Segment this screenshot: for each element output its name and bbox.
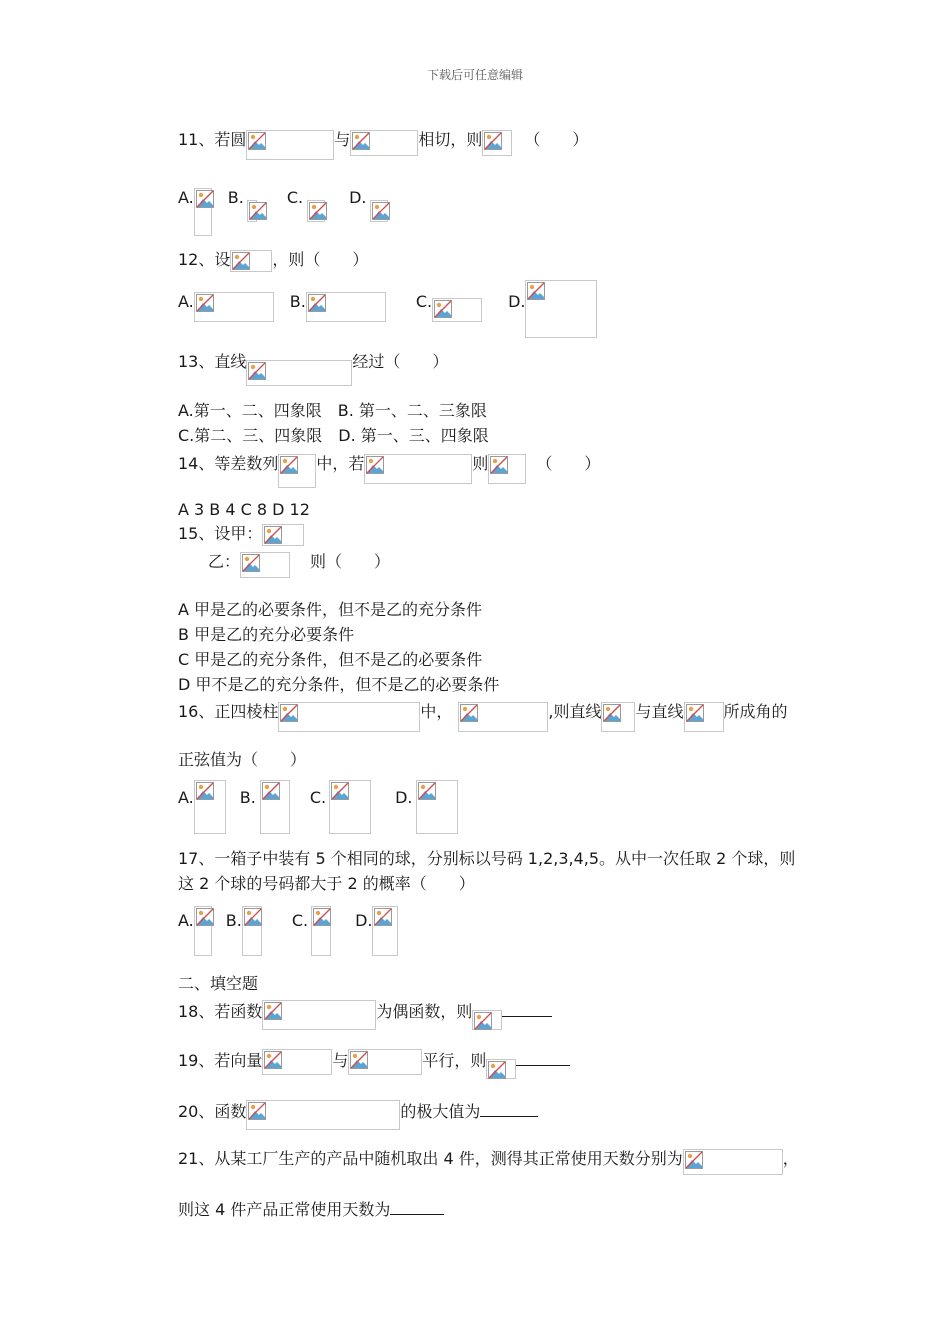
broken-image-icon [601, 702, 635, 732]
section-2-heading: 二、填空题 [178, 974, 259, 993]
q17-option-a: A. [178, 911, 194, 930]
q12-option-a: A. [178, 292, 194, 311]
broken-image-icon [246, 1100, 400, 1130]
q21-text-1: 21、从某工厂生产的产品中随机取出 4 件，测得其正常使用天数分别为 [178, 1149, 683, 1168]
question-17-line-1: 17、一箱子中装有 5 个相同的球，分别标以号码 1,2,3,4,5。从中一次任取 2 个球，则 [178, 849, 796, 868]
broken-image-icon [306, 292, 386, 322]
q18-text-1: 18、若函数 [178, 1002, 263, 1021]
broken-image-icon [230, 250, 272, 272]
question-12-options [178, 292, 597, 338]
question-13 [178, 352, 448, 386]
q12-text-1: 12、设 [178, 250, 231, 269]
question-13-options-2: C.第二、三、四象限 D. 第一、三、四象限 [178, 426, 489, 445]
question-15-option-a: A 甲是乙的必要条件，但不是乙的充分条件 [178, 600, 483, 619]
q17-option-b: B. [225, 911, 242, 930]
q15-text-1: 15、设甲： [178, 524, 263, 543]
question-15-line-2 [208, 552, 390, 578]
q21-text-2: ， [782, 1149, 799, 1168]
broken-image-icon [350, 130, 418, 156]
broken-image-icon [525, 280, 597, 338]
q21-text-3: 则这 4 件产品正常使用天数为 [178, 1200, 391, 1219]
q16-option-c: C. [309, 788, 327, 807]
broken-image-icon [482, 130, 512, 156]
broken-image-icon [194, 906, 212, 956]
question-17-line-2: 这 2 个球的号码都大于 2 的概率（ ） [178, 874, 475, 893]
question-14 [178, 454, 600, 488]
q11-option-c: C. [286, 188, 304, 207]
q16-text-1: 16、正四棱柱 [178, 702, 279, 721]
broken-image-icon [262, 524, 304, 546]
question-19 [178, 1049, 570, 1079]
question-20 [178, 1100, 538, 1130]
broken-image-icon [194, 292, 274, 322]
broken-image-icon [262, 1000, 376, 1030]
question-21-line-2 [178, 1198, 444, 1220]
question-21 [178, 1149, 799, 1175]
broken-image-icon [194, 780, 226, 834]
broken-image-icon [194, 188, 212, 236]
q16-text-3: ,则直线 [548, 702, 602, 721]
q11-text-1: 11、若圆 [178, 130, 247, 149]
broken-image-icon [307, 200, 325, 222]
broken-image-icon [488, 454, 526, 484]
broken-image-icon [246, 360, 352, 386]
q15-text-3: 则（ ） [310, 552, 391, 571]
q11-option-b: B. [227, 188, 244, 207]
q16-option-d: D. [395, 788, 413, 807]
q19-text-3: 平行，则 [422, 1051, 487, 1070]
q14-text-2: 中，若 [316, 454, 365, 473]
question-16-options [178, 780, 458, 834]
broken-image-icon [240, 552, 290, 578]
q16-text-2: 中， [420, 702, 453, 721]
q11-text-3: 相切，则 [418, 130, 483, 149]
q19-text-2: 与 [332, 1051, 349, 1070]
q20-text-1: 20、函数 [178, 1102, 247, 1121]
question-15-option-b: B 甲是乙的充分必要条件 [178, 625, 355, 644]
question-12 [178, 250, 368, 272]
answer-blank[interactable] [502, 1000, 552, 1017]
q11-text-4: （ ） [524, 130, 589, 149]
broken-image-icon [683, 1149, 783, 1175]
q14-text-3: 则 [472, 454, 489, 473]
question-15 [178, 524, 304, 546]
answer-blank[interactable] [516, 1049, 570, 1066]
q16-option-b: B. [239, 788, 256, 807]
broken-image-icon [348, 1049, 422, 1075]
q16-text-5: 所成角的 [723, 702, 788, 721]
q13-text-2: 经过（ ） [352, 352, 449, 371]
q16-text-4: 与直线 [635, 702, 684, 721]
broken-image-icon [416, 780, 458, 834]
broken-image-icon [458, 702, 548, 732]
broken-image-icon [432, 298, 482, 322]
q17-option-c: C. [291, 911, 309, 930]
q11-option-a: A. [178, 188, 194, 207]
answer-blank[interactable] [480, 1100, 538, 1117]
q20-text-2: 的极大值为 [400, 1102, 481, 1121]
broken-image-icon [246, 130, 334, 160]
broken-image-icon [364, 454, 472, 484]
broken-image-icon [278, 702, 420, 732]
broken-image-icon [329, 780, 371, 834]
broken-image-icon [472, 1010, 502, 1030]
broken-image-icon [311, 906, 331, 956]
question-16 [178, 702, 788, 732]
q16-option-a: A. [178, 788, 194, 807]
q17-option-d: D. [355, 911, 373, 930]
q14-text-4: （ ） [536, 454, 601, 473]
q12-text-2: ，则（ ） [272, 250, 369, 269]
question-17-options [178, 906, 398, 956]
q12-option-b: B. [289, 292, 306, 311]
broken-image-icon [684, 702, 724, 732]
broken-image-icon [370, 200, 388, 222]
question-14-options: A 3 B 4 C 8 D 12 [178, 500, 310, 519]
broken-image-icon [278, 454, 316, 488]
question-16-line-2: 正弦值为（ ） [178, 750, 307, 769]
q13-text-1: 13、直线 [178, 352, 247, 371]
broken-image-icon [247, 200, 257, 222]
question-13-options-1: A.第一、二、四象限 B. 第一、二、三象限 [178, 401, 487, 420]
question-11 [178, 130, 588, 160]
q12-option-d: D. [508, 292, 526, 311]
answer-blank[interactable] [390, 1198, 444, 1215]
q15-text-2: 乙： [208, 552, 241, 571]
broken-image-icon [242, 906, 262, 956]
question-18 [178, 1000, 552, 1030]
page-header: 下载后可任意编辑 [426, 68, 523, 82]
q18-text-2: 为偶函数，则 [376, 1002, 473, 1021]
broken-image-icon [372, 906, 398, 956]
q11-option-d: D. [349, 188, 367, 207]
q19-text-1: 19、若向量 [178, 1051, 263, 1070]
q14-text-1: 14、等差数列 [178, 454, 279, 473]
q11-text-2: 与 [334, 130, 351, 149]
q12-option-c: C. [415, 292, 433, 311]
question-15-option-d: D 甲不是乙的充分条件，但不是乙的必要条件 [178, 675, 500, 694]
broken-image-icon [260, 780, 290, 834]
question-11-options [178, 188, 388, 236]
question-15-option-c: C 甲是乙的充分条件，但不是乙的必要条件 [178, 650, 483, 669]
broken-image-icon [262, 1049, 332, 1075]
broken-image-icon [486, 1059, 516, 1079]
